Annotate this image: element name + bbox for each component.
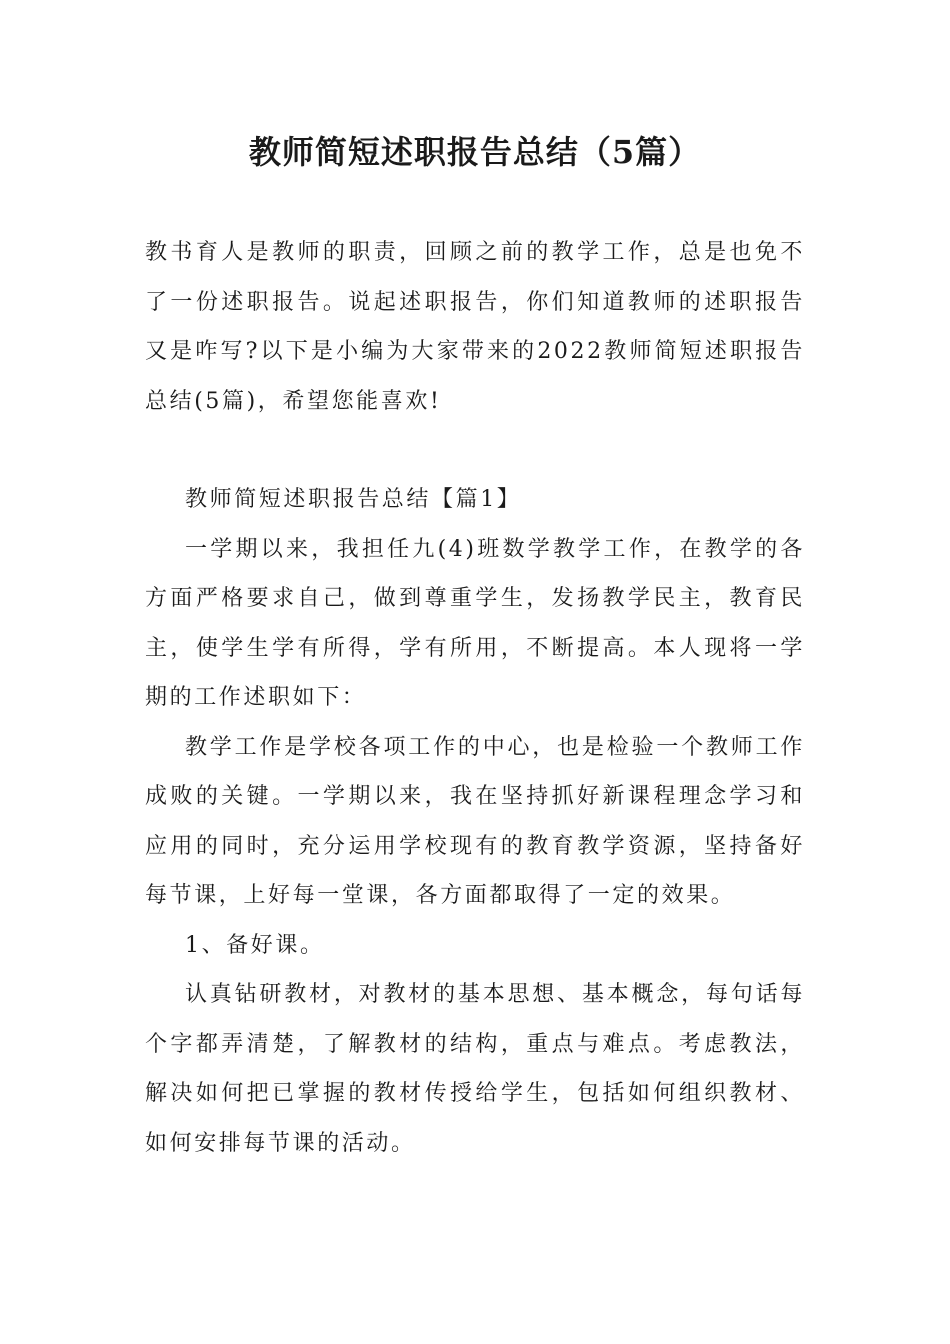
- subheading: 1、备好课。: [185, 932, 325, 958]
- section-heading: 教师简短述职报告总结【篇1】: [185, 487, 522, 512]
- body-paragraph: 教学工作是学校各项工作的中心，也是检验一个教师工作成败的关键。一学期以来，我在坚持抓好新课程理念学习和应用的同时，充分运用学校现有的教育教学资源，坚持备好每节课，上好每一堂课，各方面都取得了一定的效果。: [145, 734, 805, 908]
- body-paragraph: 认真钻研教材，对教材的基本思想、基本概念，每句话每个字都弄清楚，了解教材的结构，重点与难点。考虑教法，解决如何把已掌握的教材传授给学生，包括如何组织教材、如何安排每节课的活动。: [145, 982, 805, 1156]
- intro-paragraph: 教书育人是教师的职责，回顾之前的教学工作，总是也免不了一份述职报告。说起述职报告，你们知道教师的述职报告又是咋写?以下是小编为大家带来的2022教师简短述职报告总结(5篇)，希望您能喜欢!: [145, 240, 805, 414]
- document-body: [145, 228, 805, 1168]
- document-title: 教师简短述职报告总结（5篇）: [248, 133, 702, 171]
- body-paragraph: 一学期以来，我担任九(4)班数学教学工作，在教学的各方面严格要求自己，做到尊重学生，发扬教学民主，教育民主，使学生学有所得，学有所用，不断提高。本人现将一学期的工作述职如下：: [145, 536, 805, 710]
